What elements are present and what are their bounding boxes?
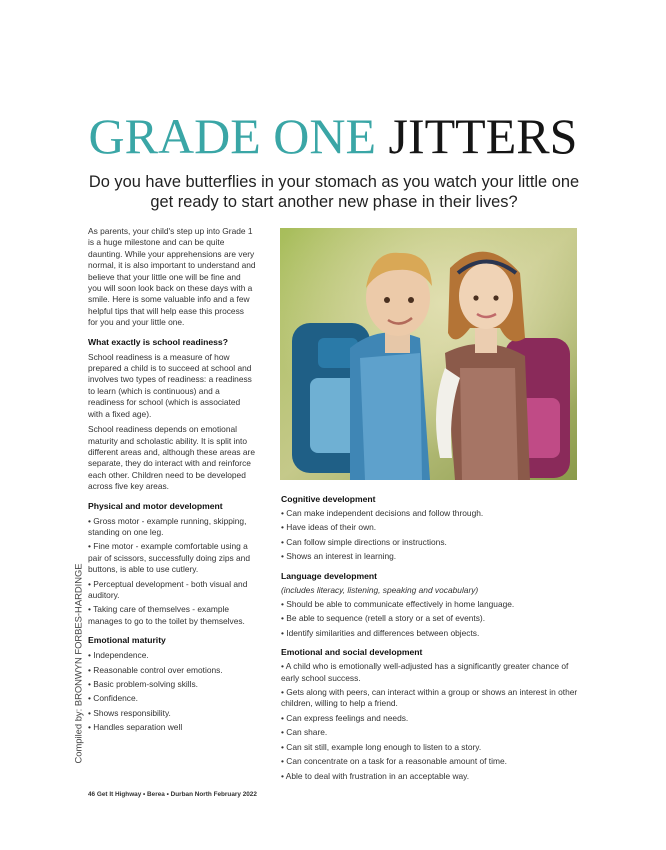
list-item: • Independence. — [88, 650, 256, 661]
physical-list — [88, 516, 256, 628]
cognitive-heading: Cognitive development — [281, 494, 376, 504]
title-accent: GRADE ONE — [88, 108, 377, 164]
list-item: • Can share. — [281, 727, 581, 738]
list-item: • Fine motor - example comfortable using a pair of scissors, successfully doing zips and buttons, is able to use cutlery. — [88, 541, 256, 575]
cognitive-list — [281, 508, 581, 563]
page-footer: 46 Get It Highway • Berea • Durban North February 2022 — [88, 791, 257, 798]
intro-paragraph: As parents, your child's step up into Grade 1 is a huge milestone and can be quite daunting. While your apprehensions are very normal, it is also important to understand and believe that your little one will be fine and you will soon look back on these days with a smile. Here is some valuable info and a few helpful tips that will help ease this process for you and your little one. — [88, 226, 256, 328]
list-item: • A child who is emotionally well-adjusted has a significantly greater chance of early school success. — [281, 661, 581, 684]
list-item: • Can make independent decisions and follow through. — [281, 508, 581, 519]
language-heading: Language development — [281, 570, 377, 581]
list-item: • Shows responsibility. — [88, 708, 256, 719]
list-item: • Should be able to communicate effectively in home language. — [281, 599, 581, 610]
social-heading: Emotional and social development — [281, 647, 423, 658]
language-note: (includes literacy, listening, speaking and vocabulary) — [281, 584, 479, 595]
social-list — [281, 661, 581, 782]
list-item: • Can follow simple directions or instructions. — [281, 537, 581, 548]
emotional-list — [88, 650, 256, 733]
list-item: • Can sit still, example long enough to listen to a story. — [281, 742, 581, 753]
list-item: • Gets along with peers, can interact within a group or shows an interest in other children, willing to help a friend. — [281, 687, 581, 710]
subtitle: Do you have butterflies in your stomach as you watch your little one get ready to start another new phase in their lives? — [88, 173, 580, 211]
readiness-paragraph-2: School readiness depends on emotional maturity and scholastic ability. It is split into different areas and, although these areas are separate, they do interact with and reinforce each other. Children need to be developed across five key areas. — [88, 424, 255, 492]
list-item: • Can express feelings and needs. — [281, 713, 581, 724]
language-list — [281, 599, 581, 639]
left-column — [88, 226, 256, 737]
list-item: • Be able to sequence (retell a story or a set of events). — [281, 613, 581, 624]
readiness-heading: What exactly is school readiness? — [88, 336, 228, 347]
list-item: • Basic problem-solving skills. — [88, 679, 256, 690]
list-item: • Perceptual development - both visual and auditory. — [88, 579, 256, 602]
list-item: • Shows an interest in learning. — [281, 551, 581, 562]
readiness-paragraph-1: School readiness is a measure of how prepared a child is to succeed at school and involves two types of readiness: a readiness to learn (which is continuous) and a readiness for school (which is associated with a fixed age). — [88, 351, 252, 419]
list-item: • Have ideas of their own. — [281, 522, 581, 533]
title-main: JITTERS — [388, 108, 578, 164]
list-item: • Reasonable control over emotions. — [88, 665, 256, 676]
list-item: • Gross motor - example running, skipping, standing on one leg. — [88, 516, 256, 539]
list-item: • Identify similarities and differences between objects. — [281, 628, 581, 639]
physical-heading: Physical and motor development — [88, 500, 223, 511]
emotional-heading: Emotional maturity — [88, 635, 166, 646]
list-item: • Confidence. — [88, 693, 256, 704]
list-item: • Handles separation well — [88, 722, 256, 733]
list-item: • Taking care of themselves - example manages to go to the toilet by themselves. — [88, 604, 256, 627]
right-column — [281, 494, 581, 785]
page-title — [0, 108, 666, 164]
author-credit: Compiled by: BRONWYN FORBES-HARDINGE — [72, 563, 84, 764]
children-photo — [280, 228, 577, 480]
list-item: • Can concentrate on a task for a reasonable amount of time. — [281, 756, 581, 767]
list-item: • Able to deal with frustration in an acceptable way. — [281, 771, 581, 782]
